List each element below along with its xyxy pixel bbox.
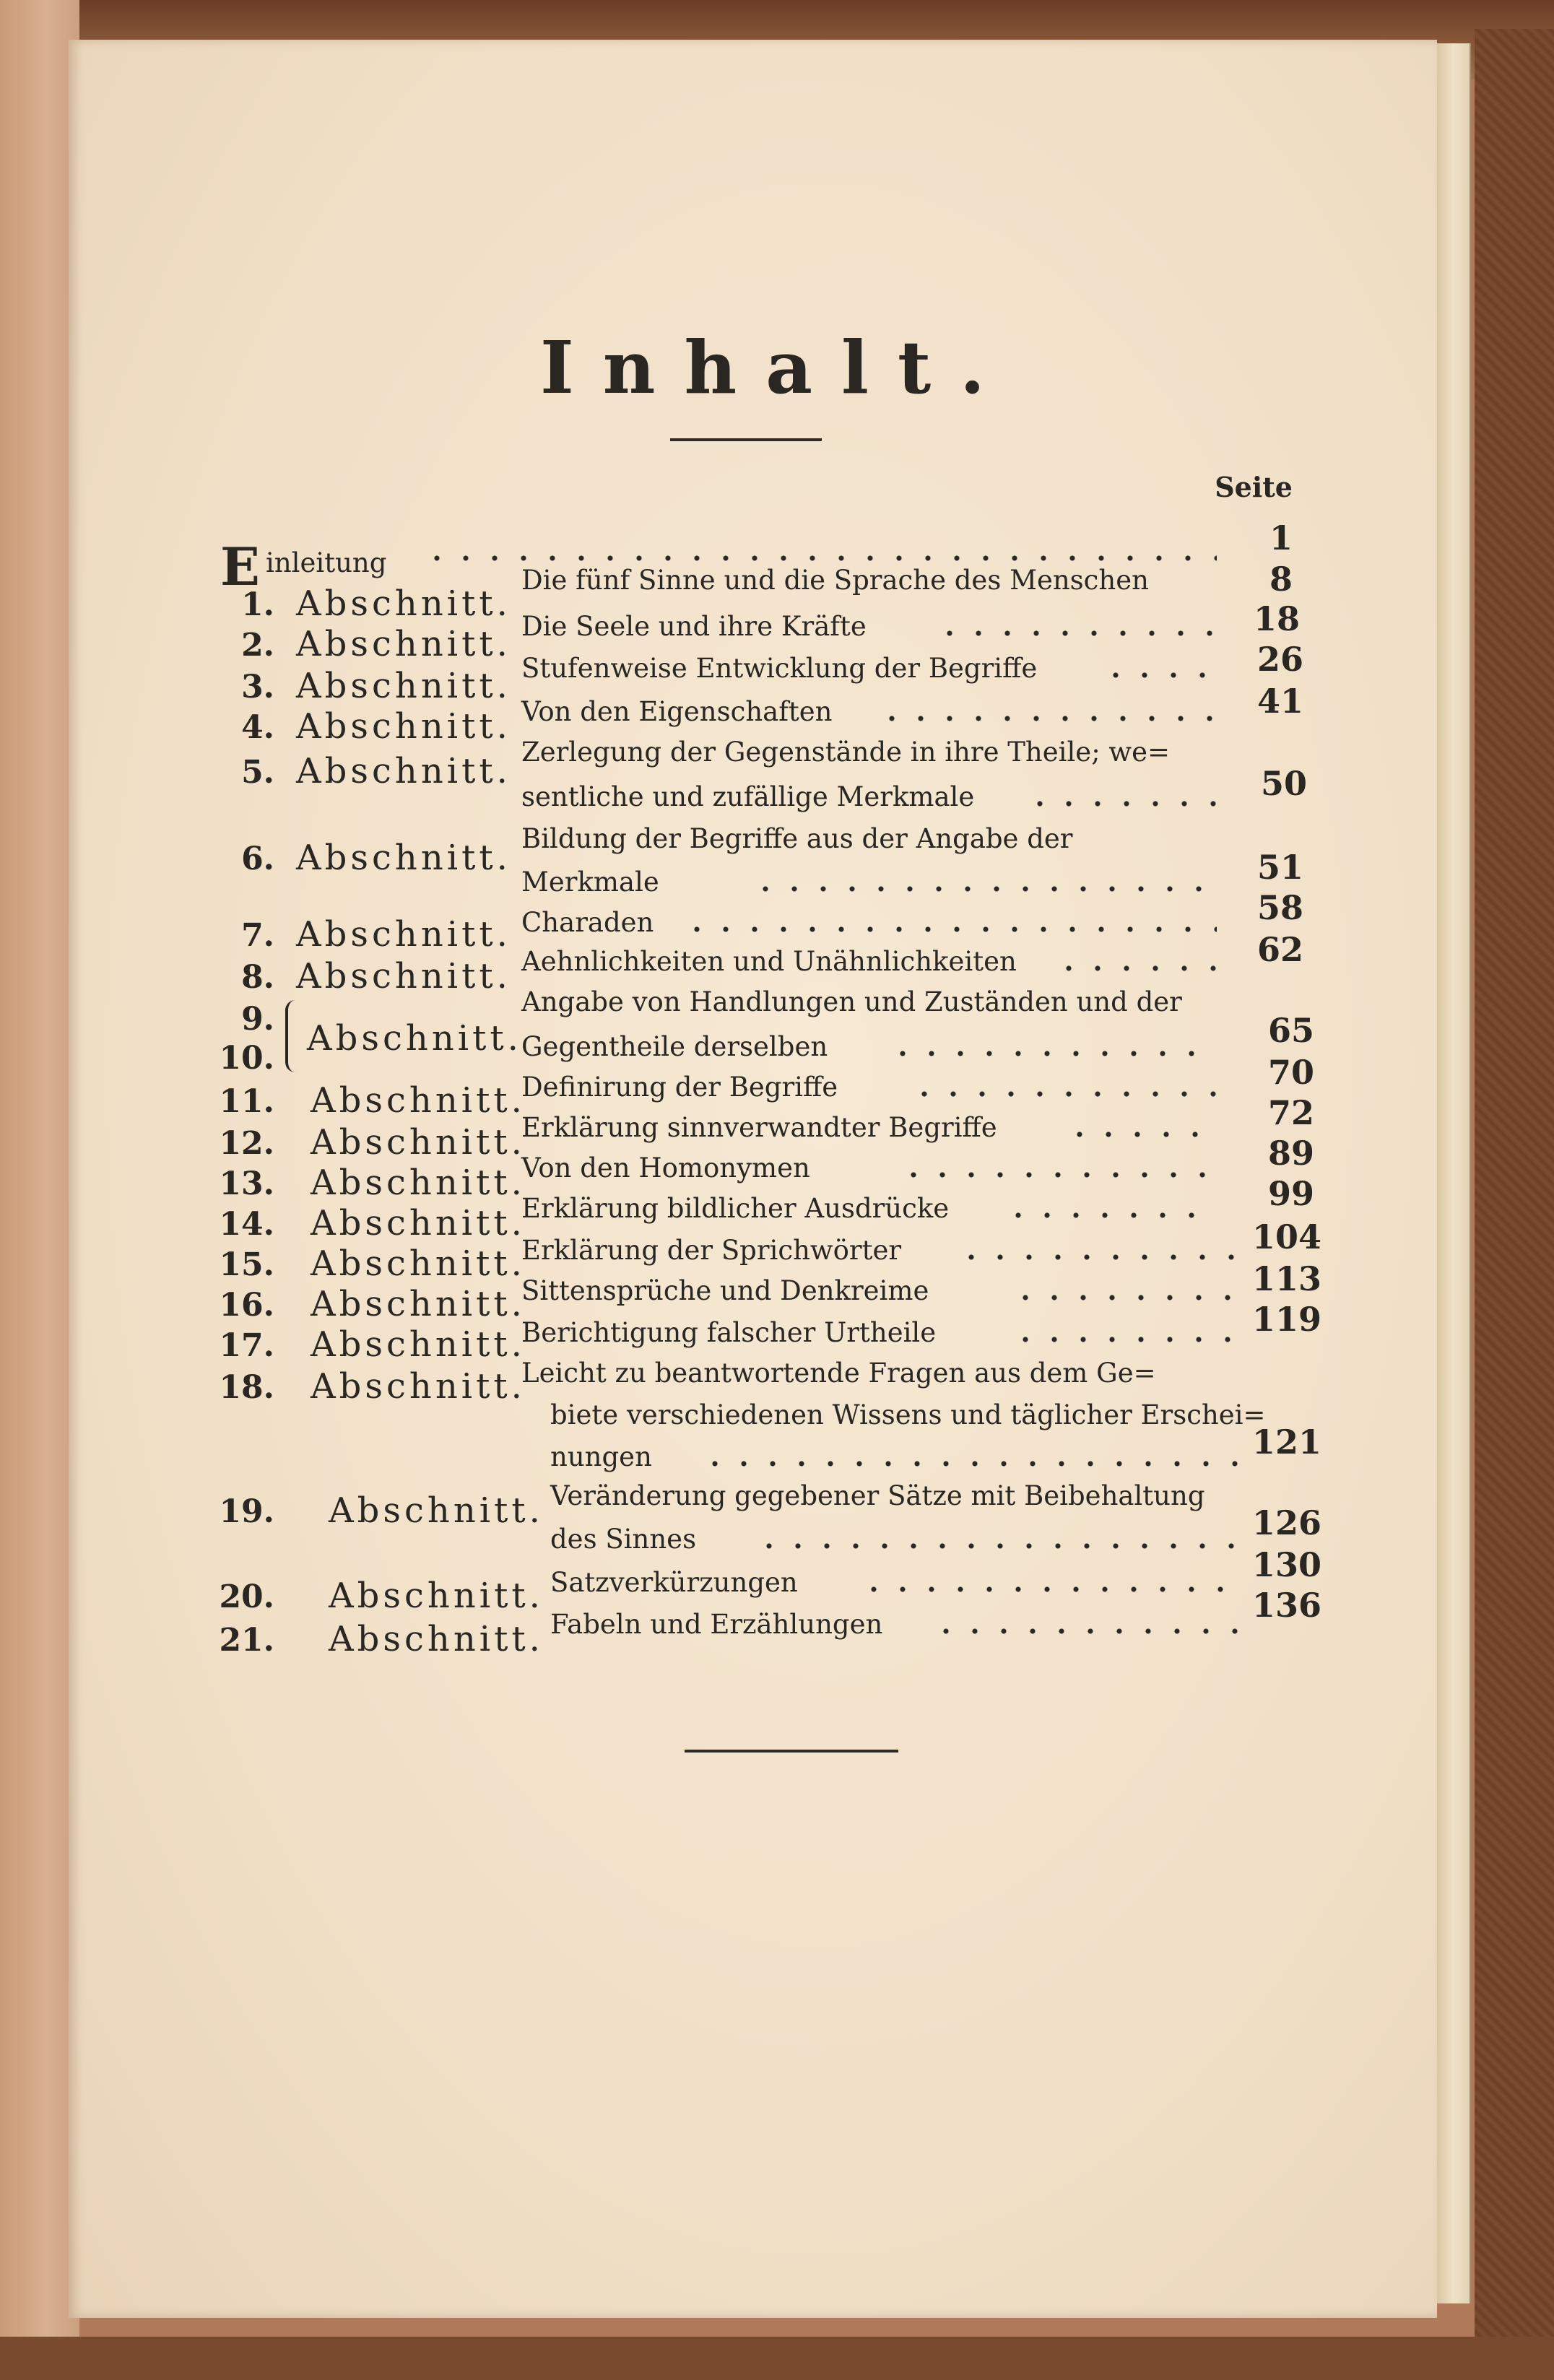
section-page: 72 xyxy=(1267,1093,1314,1132)
section-number: 1. xyxy=(241,586,274,623)
leader-dots xyxy=(888,1050,1217,1057)
section-title: Erklärung der Sprichwörter xyxy=(521,1235,902,1266)
grouping-brace xyxy=(285,1000,304,1072)
leader-dots xyxy=(700,1460,1246,1467)
section-number: 11. xyxy=(219,1083,274,1120)
section-word: Abschnitt. xyxy=(329,1576,544,1616)
leader-dots xyxy=(1065,1131,1217,1138)
section-number: 14. xyxy=(219,1206,274,1243)
section-page: 89 xyxy=(1267,1134,1314,1173)
leader-dots xyxy=(910,1090,1217,1098)
section-word: Abschnitt. xyxy=(329,1619,544,1659)
section-number: 4. xyxy=(241,709,274,746)
leader-dots xyxy=(755,1542,1246,1550)
page-title: Inhalt. xyxy=(540,325,1014,410)
intro-initial: E xyxy=(220,536,260,597)
section-title-continued: des Sinnes xyxy=(550,1524,697,1555)
section-title: Veränderung gegebener Sätze mit Beibehaltung xyxy=(550,1480,1205,1511)
leader-dots xyxy=(932,1628,1246,1635)
section-word: Abschnitt. xyxy=(329,1490,544,1531)
section-number-second: 10. xyxy=(219,1040,274,1077)
section-page: 8 xyxy=(1269,560,1293,599)
section-word: Abschnitt. xyxy=(296,583,511,624)
page-column-header: Seite xyxy=(1215,471,1293,503)
section-word: Abschnitt. xyxy=(311,1366,526,1407)
intro-page: 1 xyxy=(1269,518,1293,557)
section-page: 130 xyxy=(1251,1545,1321,1584)
book-cover-bottom xyxy=(0,2337,1554,2380)
section-number: 21. xyxy=(219,1622,274,1659)
section-word: Abschnitt. xyxy=(311,1324,526,1365)
title-rule xyxy=(670,438,822,441)
section-title: Satzverkürzungen xyxy=(550,1567,798,1598)
section-title-continued: Gegentheile derselben xyxy=(521,1031,828,1062)
section-title-continued: biete verschiedenen Wissens und täglicher Erschei= xyxy=(550,1399,1266,1430)
section-word: Abschnitt. xyxy=(311,1122,526,1163)
leader-dots xyxy=(957,1254,1246,1261)
leader-dots xyxy=(1004,1212,1217,1219)
section-number: 16. xyxy=(219,1287,274,1324)
section-word: Abschnitt. xyxy=(296,666,511,706)
leader-dots xyxy=(1101,672,1217,679)
leader-dots xyxy=(877,715,1217,722)
section-word: Abschnitt. xyxy=(296,706,511,747)
section-title-continued: Merkmale xyxy=(521,867,659,898)
section-word: Abschnitt. xyxy=(296,914,511,955)
leader-dots xyxy=(1025,800,1217,807)
closing-rule xyxy=(685,1750,898,1753)
section-page: 62 xyxy=(1256,930,1303,969)
section-page: 113 xyxy=(1251,1259,1321,1298)
section-title: Erklärung sinnverwandter Begriffe xyxy=(521,1112,997,1143)
section-page: 121 xyxy=(1251,1423,1321,1462)
section-word: Abschnitt. xyxy=(311,1080,526,1121)
section-title: Leicht zu beantwortende Fragen aus dem Ge= xyxy=(521,1358,1156,1389)
section-number: 5. xyxy=(241,754,274,791)
section-page: 104 xyxy=(1251,1217,1321,1256)
section-title: Die Seele und ihre Kräfte xyxy=(521,611,867,642)
section-number: 8. xyxy=(241,959,274,996)
section-number: 13. xyxy=(219,1165,274,1202)
section-title: Bildung der Begriffe aus der Angabe der xyxy=(521,823,1073,854)
section-title: Angabe von Handlungen und Zuständen und der xyxy=(521,986,1182,1017)
section-word: Abschnitt. xyxy=(296,838,511,878)
section-title-continued: sentliche und zufällige Merkmale xyxy=(521,781,975,812)
section-word: Abschnitt. xyxy=(307,1018,522,1059)
section-title: Berichtigung falscher Urtheile xyxy=(521,1317,937,1348)
leader-dots xyxy=(859,1586,1246,1593)
leader-dots xyxy=(899,1171,1217,1178)
section-page: 136 xyxy=(1251,1586,1321,1625)
section-word: Abschnitt. xyxy=(311,1243,526,1284)
section-title: Aehnlichkeiten und Unähnlichkeiten xyxy=(521,946,1017,977)
section-title: Von den Homonymen xyxy=(521,1152,810,1184)
section-page: 18 xyxy=(1253,599,1300,638)
section-word: Abschnitt. xyxy=(296,956,511,996)
section-page: 65 xyxy=(1267,1011,1314,1050)
section-title: Definirung der Begriffe xyxy=(521,1072,838,1103)
section-number: 18. xyxy=(219,1369,274,1406)
section-word: Abschnitt. xyxy=(296,751,511,791)
section-title: Von den Eigenschaften xyxy=(521,696,833,727)
section-number: 17. xyxy=(219,1327,274,1364)
section-title: Stufenweise Entwicklung der Begriffe xyxy=(521,653,1038,684)
section-number: 3. xyxy=(241,669,274,705)
section-title: Fabeln und Erzählungen xyxy=(550,1609,883,1640)
section-number: 9. xyxy=(241,1001,274,1038)
section-page: 51 xyxy=(1256,848,1303,887)
section-number: 20. xyxy=(219,1578,274,1615)
section-title: Zerlegung der Gegenstände in ihre Theile; we= xyxy=(521,737,1170,768)
leader-dots xyxy=(1054,965,1217,972)
leader-dots xyxy=(751,885,1217,892)
leader-dots xyxy=(1011,1336,1246,1343)
section-title: Charaden xyxy=(521,907,654,938)
leader-dots xyxy=(682,926,1217,933)
section-word: Abschnitt. xyxy=(311,1163,526,1203)
section-title: Sittensprüche und Denkreime xyxy=(521,1275,929,1306)
section-title: Erklärung bildlicher Ausdrücke xyxy=(521,1193,950,1224)
section-number: 12. xyxy=(219,1125,274,1162)
section-page: 126 xyxy=(1251,1503,1321,1542)
section-page: 58 xyxy=(1256,888,1303,927)
section-page: 41 xyxy=(1256,682,1303,721)
intro-label: inleitung xyxy=(266,547,387,578)
section-title-continued: nungen xyxy=(550,1441,652,1472)
leader-dots xyxy=(935,630,1217,637)
section-number: 19. xyxy=(219,1493,274,1530)
section-page: 50 xyxy=(1260,764,1307,803)
section-page: 70 xyxy=(1267,1053,1314,1092)
section-word: Abschnitt. xyxy=(296,624,511,664)
leader-dots xyxy=(422,555,1217,562)
leader-dots xyxy=(1011,1294,1246,1301)
section-word: Abschnitt. xyxy=(311,1203,526,1243)
section-page: 99 xyxy=(1267,1174,1314,1213)
section-page: 119 xyxy=(1251,1300,1321,1339)
section-page: 26 xyxy=(1256,640,1303,679)
section-number: 6. xyxy=(241,841,274,877)
section-number: 15. xyxy=(219,1246,274,1283)
section-word: Abschnitt. xyxy=(311,1284,526,1324)
section-number: 7. xyxy=(241,917,274,954)
section-title: Die fünf Sinne und die Sprache des Menschen xyxy=(521,565,1149,596)
section-number: 2. xyxy=(241,627,274,664)
